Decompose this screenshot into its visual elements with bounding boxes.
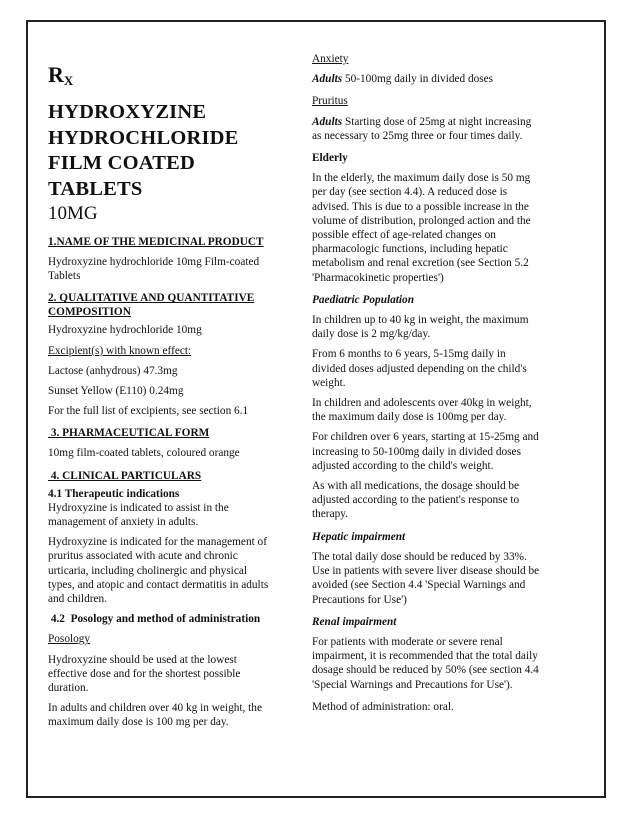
pruritus-dose-text: Starting dose of 25mg at night increasing as necessary to 25mg three or four times daily. bbox=[312, 115, 532, 142]
section-1-heading: 1.NAME OF THE MEDICINAL PRODUCT bbox=[48, 236, 264, 248]
section-4-1-text-1: Hydroxyzine is indicated to assist in the management of anxiety in adults. bbox=[48, 501, 229, 529]
rx-symbol: $R_X$ bbox=[48, 62, 74, 88]
excipient-lactose: Lactose (anhydrous) 47.3mg bbox=[48, 364, 178, 377]
section-4-heading: 4. CLINICAL PARTICULARS bbox=[48, 469, 202, 482]
section-4-2-heading: 4.2 Posology and method of administration bbox=[48, 613, 261, 626]
product-title-line-3: FILM COATED bbox=[48, 152, 196, 174]
product-strength: 10MG bbox=[48, 203, 98, 224]
renal-text: For patients with moderate or severe renal impairment, it is recommended that the total daily dosage should be reduced by 50% (see section 4.4 'Special Warnings and Precautions for Use'). bbox=[312, 635, 539, 691]
paediatric-text-4: For children over 6 years, starting at 15-25mg and increasing to 50-100mg daily in divided doses adjusted according to the child's weight. bbox=[312, 431, 539, 472]
hepatic-text: The total daily dose should be reduced by 33%. Use in patients with severe liver disease should be avoided (see Section 4.4 'Special Warnings and Precautions for Use') bbox=[312, 550, 540, 606]
section-3-heading: 3. PHARMACEUTICAL FORM bbox=[48, 427, 210, 440]
pruritus-label: Pruritus bbox=[312, 95, 348, 108]
product-title-line-2: HYDROCHLORIDE bbox=[48, 126, 239, 149]
anxiety-dose bbox=[312, 72, 540, 86]
paediatric-text-1: In children up to 40 kg in weight, the maximum daily dose is 2 mg/kg/day. bbox=[312, 314, 529, 341]
elderly-heading: Elderly bbox=[312, 152, 348, 165]
renal-heading: Renal impairment bbox=[312, 615, 397, 628]
hepatic-heading: Hepatic impairment bbox=[312, 530, 406, 543]
paediatric-text-5: As with all medications, the dosage should be adjusted according to the patient's response to therapy. bbox=[312, 480, 520, 521]
paediatric-text-3: In children and adolescents over 40kg in weight, the maximum daily dose is 100mg per day. bbox=[312, 397, 532, 424]
paediatric-text-2: From 6 months to 6 years, 5-15mg daily in divided doses adjusted depending on the child's weight. bbox=[312, 348, 527, 389]
elderly-text: In the elderly, the maximum daily dose is 50 mg per day (see section 4.4). A reduced dose is advised. This is due to a possible increase in the volume of distribution, prolonged action and the possible effect of age-related changes on pharmacologic functions, including hepatic metabolism and renal excretion (see Section 5.2 'Pharmacokinetic properties') bbox=[312, 172, 531, 284]
excipients-label: Excipient(s) with known effect: bbox=[48, 344, 192, 357]
right-column bbox=[312, 52, 540, 714]
left-column bbox=[48, 58, 274, 730]
pruritus-dose bbox=[312, 115, 540, 143]
section-3-text: 10mg film-coated tablets, coloured orange bbox=[48, 447, 240, 460]
anxiety-label: Anxiety bbox=[312, 53, 349, 65]
anxiety-dose-text: 50-100mg daily in divided doses bbox=[342, 73, 494, 86]
section-4-1-text-2: Hydroxyzine is indicated for the management of pruritus associated with acute and chronic urticaria, including cholinergic and physical types, and atopic and contact dermatitis in adults and children. bbox=[48, 536, 269, 606]
posology-text-2: In adults and children over 40 kg in weight, the maximum daily dose is 100 mg per day. bbox=[48, 702, 262, 729]
product-title-line-1: HYDROXYZINE bbox=[48, 101, 207, 123]
method-of-administration: Method of administration: oral. bbox=[312, 700, 454, 713]
excipient-sunset-yellow: Sunset Yellow (E110) 0.24mg bbox=[48, 385, 184, 398]
full-list-note: For the full list of excipients, see section 6.1 bbox=[48, 405, 249, 418]
pruritus-adults-label: Adults bbox=[312, 115, 343, 128]
anxiety-adults-label: Adults bbox=[312, 73, 343, 86]
posology-label: Posology bbox=[48, 633, 91, 646]
section-2-heading: 2. QUALITATIVE AND QUANTITATIVE COMPOSITION bbox=[48, 292, 255, 319]
paediatric-heading: Paediatric Population bbox=[312, 293, 414, 306]
product-title-line-4: TABLETS bbox=[48, 177, 143, 200]
section-1-text: Hydroxyzine hydrochloride 10mg Film-coated Tablets bbox=[48, 256, 260, 283]
section-4-1-heading: 4.1 Therapeutic indications bbox=[48, 487, 180, 500]
posology-text-1: Hydroxyzine should be used at the lowest effective dose and for the shortest possible duration. bbox=[48, 653, 241, 695]
section-2-text: Hydroxyzine hydrochloride 10mg bbox=[48, 324, 202, 337]
